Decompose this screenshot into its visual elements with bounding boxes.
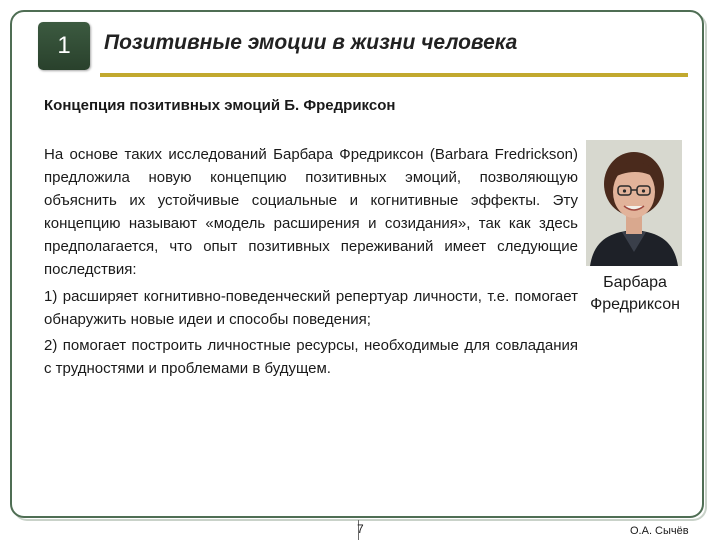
photo-caption: Барбара Фредриксон bbox=[590, 274, 680, 313]
portrait-photo bbox=[586, 140, 682, 266]
body-text bbox=[44, 143, 578, 380]
portrait-illustration bbox=[586, 140, 682, 266]
slide-title: Позитивные эмоции в жизни человека bbox=[104, 31, 518, 54]
slide-number-badge: 1 bbox=[38, 22, 90, 70]
consequence-2-paragraph: 2) помогает построить личностные ресурсы, необходимые для совладания с трудностями и проблемами в будущем. bbox=[44, 337, 578, 377]
intro-paragraph: На основе таких исследований Барбара Фредриксон (Barbara Fredrickson) предложила новую концепцию позитивных эмоций, позволяющую объяснить их устойчивые социальные и когнитивные эффекты. Эту концепцию называют «модель расширения и созидания», так как здесь предполагается, что опыт позитивных переживаний имеет следующие последствия: bbox=[44, 146, 578, 278]
consequence-1-paragraph: 1) расширяет когнитивно-поведенческий репертуар личности, т.е. помогает обнаружить новые идеи и способы поведения; bbox=[44, 288, 578, 328]
author-credit: О.А. Сычёв bbox=[630, 525, 689, 537]
page-number: 7 bbox=[357, 522, 364, 536]
slide-subtitle: Концепция позитивных эмоций Б. Фредриксон bbox=[44, 97, 396, 114]
title-underline bbox=[100, 73, 688, 77]
